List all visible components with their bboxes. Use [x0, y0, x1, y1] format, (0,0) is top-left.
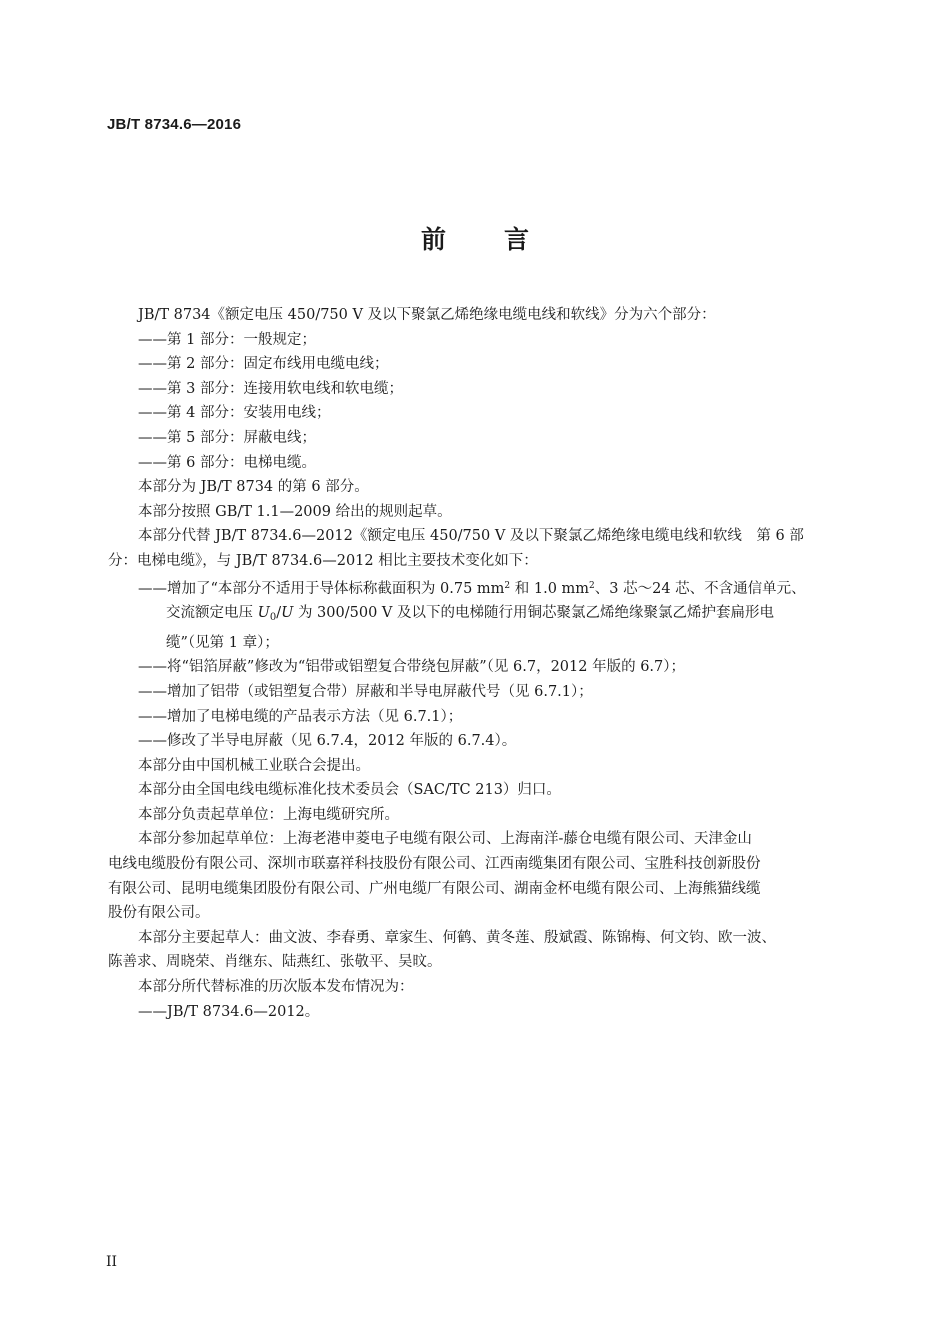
- change-item-5: ——修改了半导电屏蔽（见 6.7.4，2012 年版的 6.7.4）。: [138, 733, 517, 750]
- participants-line-4: 股份有限公司。: [108, 905, 210, 922]
- change-item-1-line-2: 交流额定电压 $U_0/U$ 为 300/500 V 及以下的电梯随行用铜芯聚氯乙烯绝缘聚氯乙烯护套扁形电: [166, 605, 774, 624]
- title-char-1: 前: [420, 225, 446, 254]
- history-intro: 本部分所代替标准的历次版本发布情况为：: [138, 979, 414, 996]
- participants-line-1: 本部分参加起草单位：上海老港申菱电子电缆有限公司、上海南洋-藤仓电缆有限公司、天津金山: [138, 831, 752, 848]
- part-item-4: ——第 4 部分：安装用电线；: [138, 405, 331, 422]
- lead-drafter: 本部分负责起草单位：上海电缆研究所。: [138, 806, 399, 823]
- drafters-line-2: 陈善求、周晓荣、肖继东、陆燕红、张敬平、吴旼。: [108, 954, 442, 971]
- part-item-5: ——第 5 部分：屏蔽电线；: [138, 429, 316, 446]
- part-item-1: ——第 1 部分：一般规定；: [138, 331, 316, 348]
- change-item-1: ——增加了“本部分不适用于导体标称截面积为 0.75 $mm^2$ 和 1.0 $mm^2$、3 芯～24 芯、不含通信单元、: [138, 580, 806, 597]
- title-char-2: 言: [504, 225, 530, 254]
- part-item-2: ——第 2 部分：固定布线用电缆电线；: [138, 356, 389, 373]
- drafting-rules: 本部分按照 GB/T 1.1—2009 给出的规则起草。: [138, 503, 452, 520]
- part-item-3: ——第 3 部分：连接用软电线和软电缆；: [138, 380, 403, 397]
- technical-committee: 本部分由全国电线电缆标准化技术委员会（SAC/TC 213）归口。: [138, 782, 561, 799]
- change-item-3: ——增加了铝带（或铝塑复合带）屏蔽和半导电屏蔽代号（见 6.7.1）；: [138, 683, 593, 700]
- page-number: II: [106, 1254, 118, 1270]
- change-item-4: ——增加了电梯电缆的产品表示方法（见 6.7.1）；: [138, 708, 463, 725]
- drafters-line-1: 本部分主要起草人：曲文波、李春勇、章家生、何鹤、黄冬莲、殷斌霞、陈锦梅、何文钧、欧一波、: [138, 929, 776, 946]
- change-item-2: ——将“铝箔屏蔽”修改为“铝带或铝塑复合带绕包屏蔽”（见 6.7，2012 年版的 6.7）；: [138, 659, 685, 676]
- history-item: ——JB/T 8734.6—2012。: [138, 1003, 320, 1020]
- participants-line-3: 有限公司、昆明电缆集团股份有限公司、广州电缆厂有限公司、湖南金杯电缆有限公司、上海熊猫线缆: [108, 880, 761, 897]
- part-statement: 本部分为 JB/T 8734 的第 6 部分。: [138, 479, 369, 496]
- proposer: 本部分由中国机械工业联合会提出。: [138, 757, 370, 774]
- standard-code: JB/T 8734.6—2016: [107, 116, 242, 133]
- part-item-6: ——第 6 部分：电梯电缆。: [138, 454, 316, 471]
- change-item-1-line-3: 缆”（见第 1 章）；: [166, 634, 279, 651]
- page-title: [0, 220, 950, 256]
- foreword-body: [108, 303, 852, 1024]
- replacement-line-1: 本部分代替 JB/T 8734.6—2012《额定电压 450/750 V 及以下聚氯乙烯绝缘电缆电线和软线 第 6 部: [138, 528, 804, 545]
- intro-paragraph: JB/T 8734《额定电压 450/750 V 及以下聚氯乙烯绝缘电缆电线和软线》分为六个部分：: [138, 307, 716, 323]
- replacement-line-2: 分：电梯电缆》，与 JB/T 8734.6—2012 相比主要技术变化如下：: [108, 552, 538, 569]
- participants-line-2: 电线电缆股份有限公司、深圳市联嘉祥科技股份有限公司、江西南缆集团有限公司、宝胜科技创新股份: [108, 856, 761, 873]
